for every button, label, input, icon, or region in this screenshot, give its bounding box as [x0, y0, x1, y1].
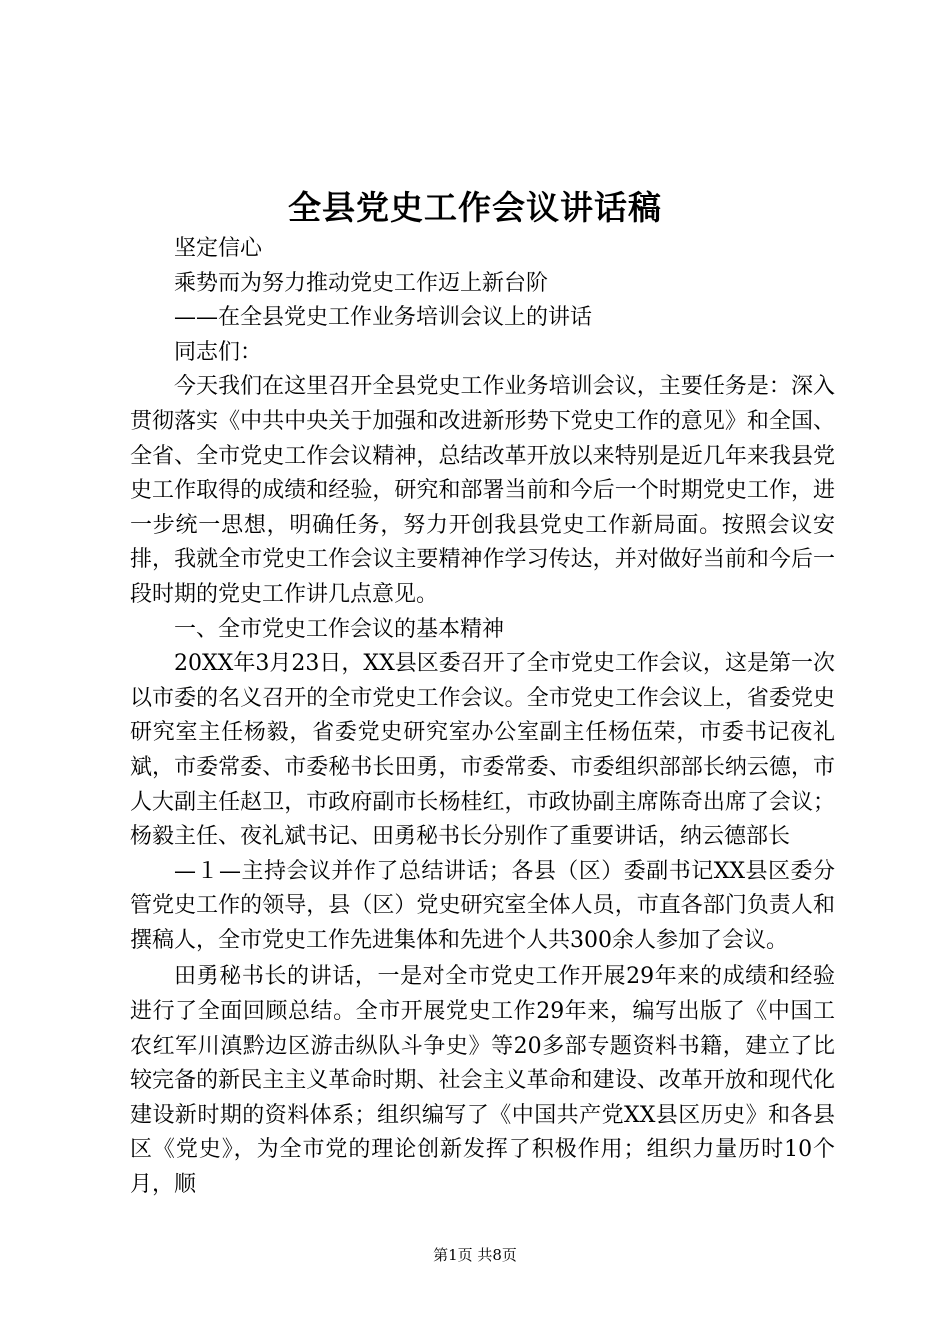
paragraph-meeting: 20XX年3月23日，XX县区委召开了全市党史工作会议，这是第一次以市委的名义召开的全市党史工作会议。全市党史工作会议上，省委党史研究室主任杨毅，省委党史研究室办公室副主任杨伍荣，市委书记夜礼斌，市委常委、市委秘书长田勇，市委常委、市委组织部部长纳云德，市人大副主任赵卫，市政府副市长杨桂红，市政协副主席陈奇出席了会议；杨毅主任、夜礼斌书记、田勇秘书长分别作了重要讲话，纳云德部长 [130, 651, 835, 850]
heading-line-1: 坚定信心 [174, 236, 263, 261]
page-footer: 第1页 共8页 [433, 1246, 517, 1264]
paragraph-continued: —１—主持会议并作了总结讲话；各县（区）委副书记XX县区委分管党史工作的领导，县（区）党史研究室全体人员，市直各部门负责人和撰稿人，全市党史工作先进集体和先进个人共300余人参加了会议。 [130, 858, 835, 953]
document-title: 全县党史工作会议讲话稿 [288, 188, 662, 227]
salutation: 同志们： [174, 339, 263, 365]
section-heading-1: 一、全市党史工作会议的基本精神 [174, 616, 505, 642]
document-body [130, 232, 835, 1203]
subtitle-line: ——在全县党史工作业务培训会议上的讲话 [174, 305, 593, 331]
paragraph-intro: 今天我们在这里召开全县党史工作业务培训会议，主要任务是：深入贯彻落实《中共中央关于加强和改进新形势下党史工作的意见》和全国、全省、全市党史工作会议精神，总结改革开放以来特别是近几年来我县党史工作取得的成绩和经验，研究和部署当前和今后一个时期党史工作，进一步统一思想，明确任务，努力开创我县党史工作新局面。按照会议安排，我就全市党史工作会议主要精神作学习传达，并对做好当前和今后一段时期的党史工作讲几点意见。 [130, 374, 835, 607]
paragraph-speech: 田勇秘书长的讲话，一是对全市党史工作开展29年来的成绩和经验进行了全面回顾总结。全市开展党史工作29年来，编写出版了《中国工农红军川滇黔边区游击纵队斗争史》等20多部专题资料书籍，建立了比较完备的新民主主义革命时期、社会主义革命和建设、改革开放和现代化建设新时期的资料体系；组织编写了《中国共产党XX县区历史》和各县区《党史》，为全市党的理论创新发挥了积极作用；组织力量历时10个月，顺 [130, 964, 835, 1198]
heading-line-2: 乘势而为努力推动党史工作迈上新台阶 [174, 270, 549, 296]
